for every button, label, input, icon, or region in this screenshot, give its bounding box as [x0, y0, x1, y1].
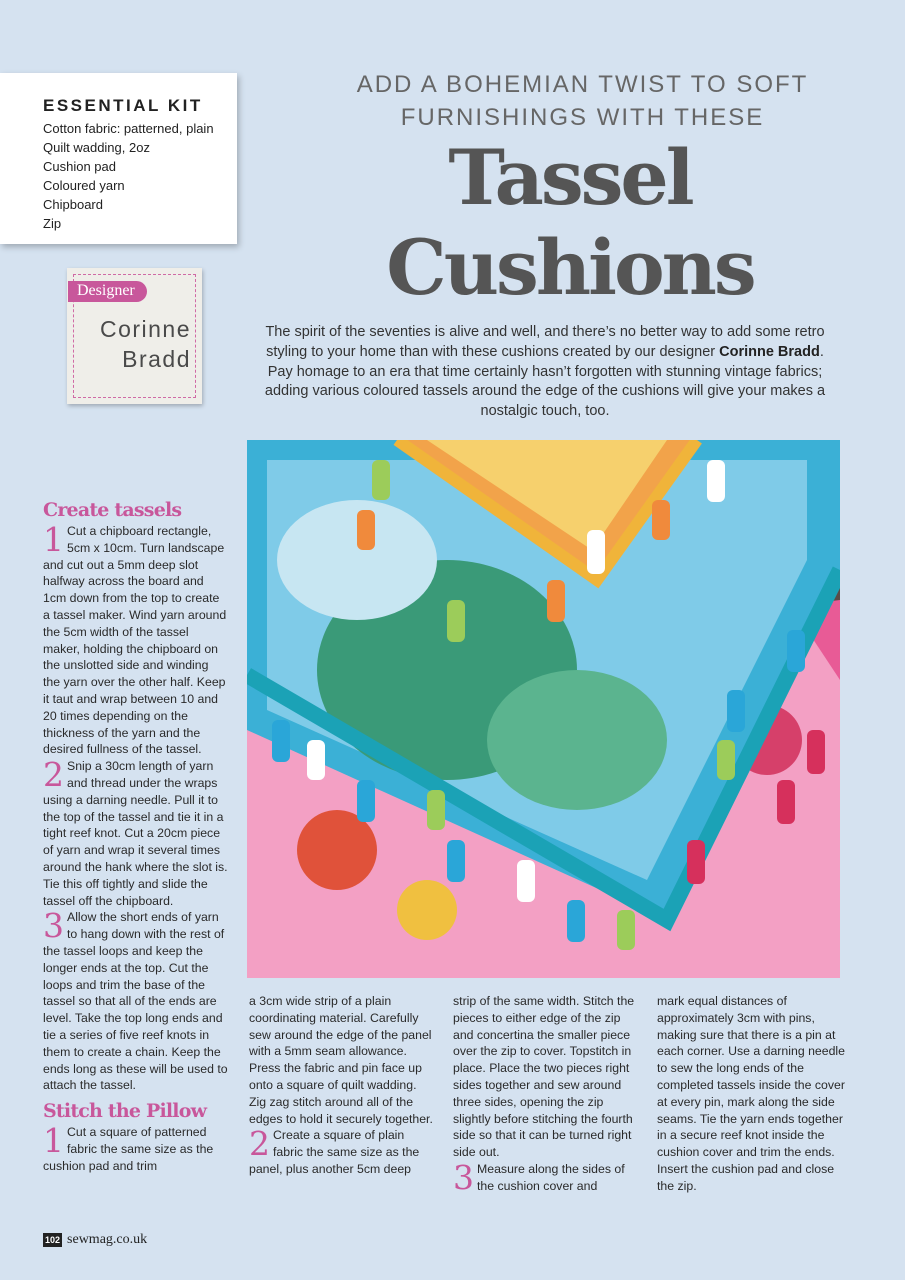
step-number: 2 [43, 755, 64, 795]
step-paragraph [453, 1157, 638, 1197]
intro-paragraph [262, 323, 828, 422]
intro-text: . Pay homage to an era that time certainly hasn’t forgotten with stunning vintage fabrics; adding various coloured tassels around the edge of the cushions will give your makes a nostalgic touch, too. [264, 343, 826, 420]
step-number: 2 [249, 1124, 270, 1164]
kit-item: Quilt wadding, 2oz [43, 140, 150, 155]
section-heading-create-tassels: Create tassels [43, 499, 182, 521]
kit-item: Coloured yarn [43, 178, 125, 193]
step-text: Create a square of plain fabric the same size as the panel, plus another 5cm deep [249, 1128, 420, 1176]
step-number: 1 [43, 1121, 64, 1161]
kit-item: Cotton fabric: patterned, plain [43, 121, 214, 136]
designer-label [67, 268, 202, 404]
step-number: 1 [43, 520, 64, 559]
column-1 [43, 497, 228, 1174]
cushion-photo [247, 440, 840, 978]
step-paragraph [43, 520, 228, 758]
kicker-line: FURNISHINGS WITH THESE [400, 104, 765, 131]
intro-designer-name: Corinne Bradd [719, 343, 820, 360]
kit-item: Cushion pad [43, 159, 116, 174]
page-title-line1: Tassel [448, 133, 692, 222]
designer-first-name: Corinne [99, 316, 191, 342]
column-3 [453, 993, 638, 1195]
designer-name [100, 314, 191, 374]
section-heading-stitch-the-pillow: Stitch the Pillow [43, 1100, 207, 1123]
kit-item: Zip [43, 216, 62, 231]
step-paragraph [43, 1121, 228, 1174]
essential-kit-title: ESSENTIAL KIT [43, 96, 203, 115]
kicker-line: ADD A BOHEMIAN TWIST TO SOFT [356, 71, 809, 98]
step-text-continued: strip of the same width. Stitch the pieces to either edge of the zip and concertina the smaller piece over the zip to cover. Topstitch in place. Place the two pieces right sides together and sew around three sides, opening the zip slightly before stitching the fourth side so that it can be turned right side out. [453, 994, 635, 1160]
cushion-illustration [247, 440, 840, 978]
step-paragraph [43, 755, 228, 909]
step-paragraph [249, 1124, 434, 1177]
kit-item: Chipboard [43, 197, 103, 212]
kit-list [43, 119, 214, 233]
step-text: Cut a square of patterned fabric the same size as the cushion pad and trim [43, 1125, 214, 1173]
step-text: Snip a 30cm length of yarn and thread under the wraps using a darning needle. Pull it to the top of the tassel and tie it in a tight reef knot. Cut a 20cm piece of yarn and wrap it several times around the hank where the slot is. Tie this off tightly and slide the tassel off the chipboard. [43, 759, 228, 908]
page-footer [43, 1232, 147, 1248]
step-text: Allow the short ends of yarn to hang down with the rest of the tassel loops and keep the longer ends at the top. Cut the loops and trim the base of the tassel so that all of the ends are level. Take the top long ends and tie a series of five reef knots in them to create a chain. Keep the ends long as these will be used to attach the tassel. [43, 910, 228, 1093]
designer-last-name: Bradd [122, 346, 191, 372]
step-number: 3 [43, 906, 64, 946]
step-paragraph [43, 906, 228, 1094]
column-2 [249, 993, 434, 1178]
step-text: Cut a chipboard rectangle, 5cm x 10cm. Turn landscape and cut out a 5mm deep slot halfway across the board and 1cm down from the top to create a tassel maker. Wind yarn around the 5cm width of the tassel maker, holding the chipboard on the unslotted side and winding the yarn over the other half. Keep it taut and wrap between 10 and 20 times depending on the thickness of the yarn and the desired fullness of the tassel. [43, 524, 227, 757]
page-number: 102 [45, 1235, 61, 1245]
site-url: sewmag.co.uk [67, 1232, 148, 1247]
step-text-continued: mark equal distances of approximately 3cm with pins, making sure that there is a pin at each corner. Use a darning needle to sew the long ends of the completed tassels inside the cover at every pin, mark along the side seams. Tie the yarn ends together in a secure reef knot inside the cushion cover and trim the ends. Insert the cushion pad and close the zip. [657, 994, 845, 1193]
step-text-continued: a 3cm wide strip of a plain coordinating material. Carefully sew around the edge of the panel with a 5mm seam allowance. Press the fabric and pin face up onto a square of quilt wadding. Zig zag stitch around all of the edges to hold it securely together. [249, 994, 433, 1126]
intro-text: The spirit of the seventies is alive and well, and there’s no better way to add some retro styling to your home than with these cushions created by our designer [265, 324, 825, 360]
column-4 [657, 993, 847, 1195]
step-number: 3 [453, 1157, 474, 1197]
essential-kit-box [0, 73, 237, 244]
designer-badge: Designer [68, 281, 147, 302]
kicker [260, 68, 905, 134]
step-text: Measure along the sides of the cushion cover and [477, 1161, 625, 1193]
page-title-line2: Cushions [386, 223, 754, 312]
